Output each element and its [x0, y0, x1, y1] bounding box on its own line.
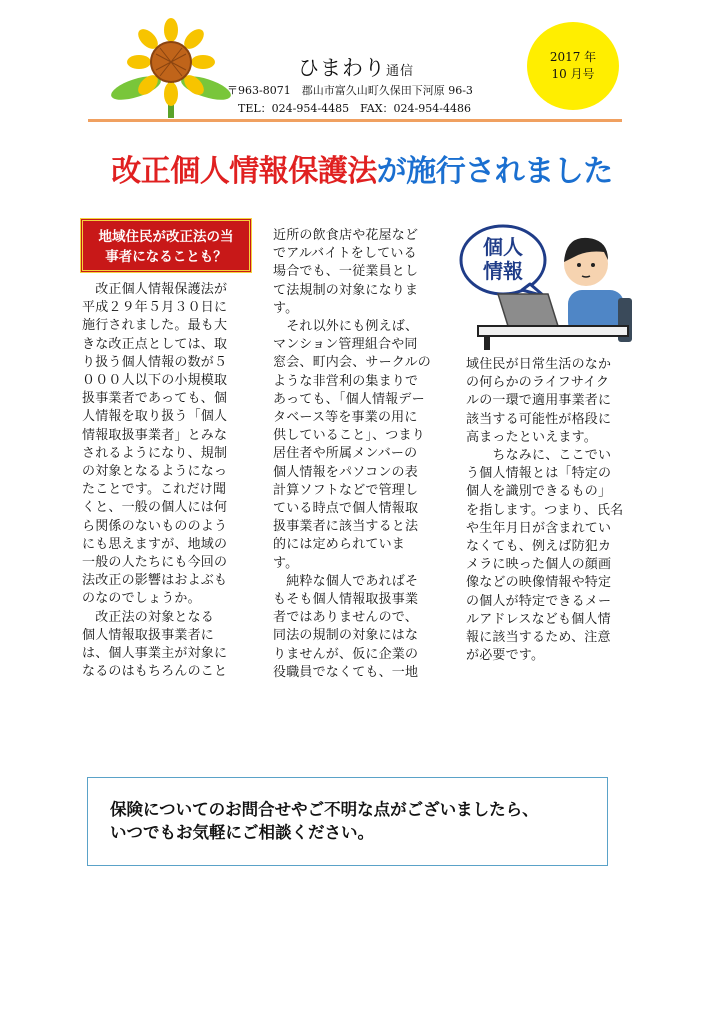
subhead-line: 地域住民が改正法の当	[98, 229, 234, 245]
article-line: 窓会、町内会、サークルの	[273, 355, 432, 371]
article-line: 個人情報取扱事業者に	[82, 627, 215, 643]
article-line: 純粋な個人であればそ	[273, 573, 419, 589]
contact-line-1: 保険についてのお問合せやご不明な点がございましたら、	[110, 800, 539, 819]
sunflower-logo-icon	[108, 18, 234, 118]
article-line: り扱う個人情報の数が５	[82, 354, 228, 370]
article-line: て法規制の対象になりま	[273, 282, 419, 298]
article-line: ０００人以下の小規模取	[82, 373, 228, 389]
article-line: 個人を識別できるもの」	[466, 484, 612, 500]
article-line: たことです。これだけ聞	[82, 482, 227, 498]
article-line: りませんが、仮に企業の	[273, 646, 419, 662]
newsletter-title: ひまわり通信	[298, 56, 415, 80]
article-line: 改正法の対象となる	[82, 609, 215, 625]
article-line: 改正個人情報保護法が	[82, 282, 228, 297]
subhead-line: 事者になることも？	[105, 249, 227, 265]
article-line: マンション管理組合や同	[273, 337, 418, 353]
article-line: を指します。つまり、氏名	[466, 502, 624, 518]
bubble-text-line1: 個人	[483, 235, 523, 259]
article-line: の個人が特定できるメー	[466, 593, 612, 609]
article-line: す。	[273, 555, 299, 571]
postal-address: 〒963-8071 郡山市富久山町久保田下河原 96-3	[227, 84, 473, 97]
article-line: 者ではありませんので、	[273, 610, 418, 626]
article-line: くと、一般の個人には何	[82, 500, 228, 516]
article-line: 域住民が日常生活のなか	[466, 357, 612, 372]
header-divider	[88, 119, 622, 122]
article-line: 居住者や所属メンバーの	[273, 446, 418, 462]
article-line: 平成２９年５月３０日に	[82, 300, 228, 316]
article-line: が必要です。	[466, 648, 545, 664]
article-line: 扱事業者に該当すると法	[273, 519, 419, 535]
article-line: ルの一環で適用事業者に	[466, 393, 612, 409]
article-line: は、個人事業主が対象に	[82, 646, 228, 662]
article-line: 一般の人たちにも今回の	[82, 555, 228, 571]
article-line: ちなみに、ここでい	[466, 448, 612, 464]
article-line: メラに映った個人の顔画	[466, 557, 612, 573]
article-column-1	[82, 281, 258, 681]
article-line: や生年月日が含まれてい	[466, 520, 612, 536]
phone-fax: TEL：024-954-4485 FAX：024-954-4486	[238, 102, 471, 115]
article-line: それ以外にも例えば、	[273, 319, 419, 335]
article-line: タベース等を事業の用に	[273, 410, 418, 426]
bubble-text-line2: 情報	[483, 259, 523, 283]
article-line: 施行されました。最も大	[82, 318, 228, 334]
subhead-box	[80, 218, 252, 273]
article-line: でアルバイトをしている	[273, 246, 417, 262]
article-line: 情報取扱事業者」とみな	[82, 427, 228, 443]
contact-line-2: いつでもお気軽にご相談ください。	[110, 823, 374, 842]
article-line: 人情報を取り扱う「個人	[82, 409, 228, 425]
article-line: 役職員でなくても、一地	[273, 664, 419, 680]
article-line: あっても、「個人情報デー	[273, 391, 425, 407]
article-line: 場合でも、一従業員とし	[273, 264, 419, 280]
article-line: う個人情報とは「特定の	[466, 466, 612, 482]
article-line: なるのはもちろんのこと	[82, 664, 228, 680]
article-line: 近所の飲食店や花屋など	[273, 228, 419, 243]
article-line: ような非営利の集まりで	[273, 373, 419, 389]
article-column-2	[273, 227, 451, 682]
headline-blue-part: が施行されました	[376, 154, 613, 189]
article-line: ら関係のないもののよう	[82, 518, 228, 534]
article-line: す。	[273, 300, 299, 316]
article-line: 扱事業者であっても、個	[82, 391, 228, 407]
article-line: にも思えますが、地域の	[82, 536, 228, 552]
issue-month: 10 月号	[551, 67, 595, 81]
issue-year: 2017 年	[549, 50, 597, 64]
article-line: 個人情報をパソコンの表	[273, 464, 418, 480]
article-line: 法改正の影響はおよぶも	[82, 573, 228, 589]
article-line: なくても、例えば防犯カ	[466, 539, 612, 555]
article-line: もそも個人情報取扱事業	[273, 592, 419, 608]
article-line: 像などの映像情報や特定	[466, 575, 612, 591]
contact-box	[87, 777, 608, 866]
article-line: 的には定められていま	[273, 537, 406, 553]
issue-badge	[527, 22, 619, 110]
headline-red-part: 改正個人情報保護法	[111, 154, 377, 189]
article-line: されるようになり、規制	[82, 445, 228, 461]
article-line: きな改正点としては、取	[82, 336, 228, 352]
newsletter-title-suffix: 通信	[386, 64, 415, 79]
article-line: ルアドレスなども個人情	[466, 611, 611, 627]
person-at-computer-illustration	[458, 222, 638, 352]
article-line: 同法の規制の対象にはな	[273, 628, 419, 644]
article-line: 供していること」、つまり	[273, 428, 425, 444]
article-line: の対象となるようになっ	[82, 464, 228, 480]
article-line: のなのでしょうか。	[82, 591, 201, 607]
article-line: の何らかのライフサイク	[466, 375, 610, 391]
article-line: 高まったといえます。	[466, 429, 597, 445]
article-line: 報に該当するため、注意	[466, 630, 611, 646]
headline	[0, 146, 724, 190]
article-line: ている時点で個人情報取	[273, 501, 419, 517]
article-column-3	[466, 356, 644, 665]
article-line: 該当する可能性が格段に	[466, 411, 612, 427]
article-line: 計算ソフトなどで管理し	[273, 482, 419, 498]
